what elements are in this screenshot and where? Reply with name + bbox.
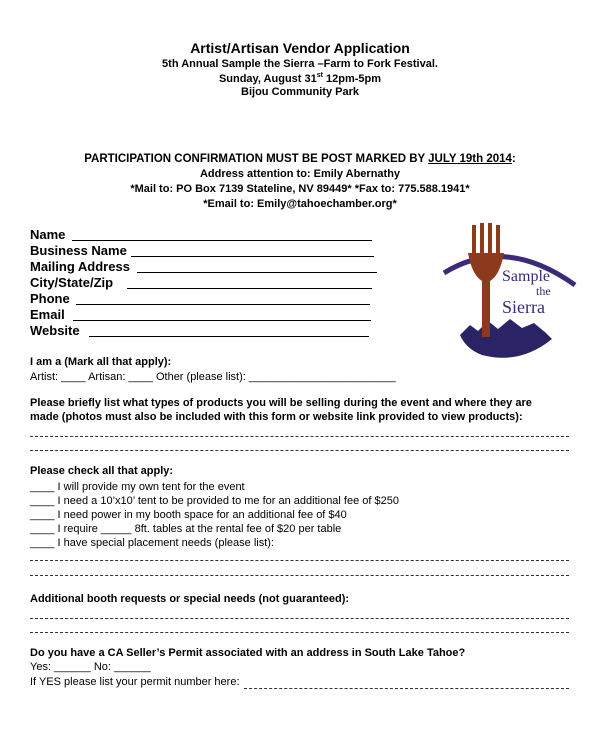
field-mailing-address-label: Mailing Address [30,259,130,274]
role-options[interactable]: Artist: ____ Artisan: ____ Other (please list): ________________________ [30,371,396,383]
checklist-item-tables[interactable]: ____ I require _____ 8ft. tables at the rental fee of $20 per table [30,523,342,535]
checklist-item-placement[interactable]: ____ I have special placement needs (please list): [30,537,274,549]
logo-text-the: the [536,284,551,298]
event-name: 5th Annual Sample the Sierra –Farm to Fork Festival. [162,58,438,70]
logo-text-sample: Sample [502,268,550,285]
placement-answer-line[interactable] [30,575,569,576]
field-mailing-address-line[interactable] [137,272,377,273]
checklist-item-own-tent[interactable]: ____ I will provide my own tent for the event [30,481,245,493]
field-business-name-label: Business Name [30,243,127,258]
products-answer-line[interactable] [30,436,569,437]
field-phone-line[interactable] [76,304,370,305]
event-date: Sunday, August 31st 12pm-5pm [218,72,382,85]
confirmation-heading: PARTICIPATION CONFIRMATION MUST BE POST MARKED BY JULY 19th 2014: [84,153,516,165]
field-email-label: Email [30,307,65,322]
document-title: Artist/Artisan Vendor Application [190,40,410,56]
checklist-item-power[interactable]: ____ I need power in my booth space for an additional fee of $40 [30,509,347,521]
logo-fork [468,223,504,337]
field-phone-label: Phone [30,291,70,306]
placement-answer-line[interactable] [30,560,569,561]
role-heading: I am a (Mark all that apply): [30,356,172,368]
email-line: *Email to: Emily@tahoechamber.org* [203,198,397,210]
sample-the-sierra-logo [430,215,580,365]
field-name-label: Name [30,227,66,242]
booth-requests-answer-line[interactable] [30,632,569,633]
logo-text-sierra: Sierra [502,297,545,317]
permit-number-label: If YES please list your permit number here: [30,676,240,688]
field-website-label: Website [30,323,80,338]
logo-mountains [460,319,552,358]
booth-requests-answer-line[interactable] [30,618,569,619]
checklist-heading: Please check all that apply: [30,465,174,477]
field-city-state-zip-label: City/State/Zip [30,275,114,290]
products-heading-line2: made (photos must also be included with this form or website link provided to view products): [30,411,523,423]
permit-heading: Do you have a CA Seller’s Permit associated with an address in South Lake Tahoe? [30,647,466,659]
field-email-line[interactable] [73,320,371,321]
address-attention: Address attention to: Emily Abernathy [199,168,401,180]
booth-requests-heading: Additional booth requests or special needs (not guaranteed): [30,593,350,605]
permit-yes-no[interactable]: Yes: ______ No: ______ [30,661,151,673]
field-website-line[interactable] [89,336,369,337]
event-venue: Bijou Community Park [241,86,359,98]
field-business-name-line[interactable] [131,256,374,257]
checklist-item-rental-tent[interactable]: ____ I need a 10’x10’ tent to be provided to me for an additional fee of $250 [30,495,399,507]
field-name-line[interactable] [72,240,372,241]
permit-number-line[interactable] [244,688,569,689]
field-city-state-zip-line[interactable] [127,288,372,289]
products-heading-line1: Please briefly list what types of products you will be selling during the event and where they are [30,397,532,409]
products-answer-line[interactable] [30,450,569,451]
mail-fax-line: *Mail to: PO Box 7139 Stateline, NV 89449* *Fax to: 775.588.1941* [130,183,470,195]
